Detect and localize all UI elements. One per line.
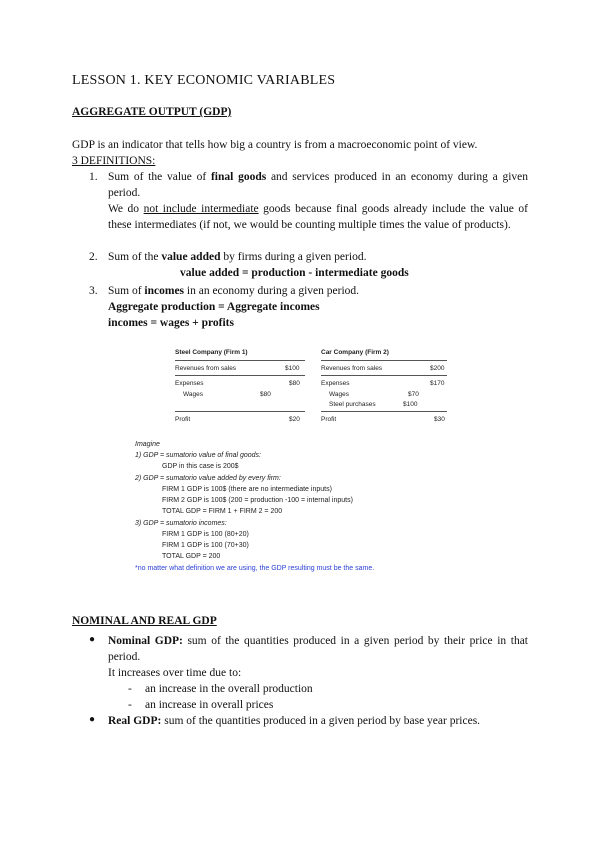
note-def1-a: GDP in this case is 200$ xyxy=(162,463,239,470)
def2-text: Sum of the value added by firms during a given period. xyxy=(108,251,367,263)
firm2-rule-2 xyxy=(321,375,447,376)
dash-icon: - xyxy=(128,683,132,695)
note-def3-c: TOTAL GDP = 200 xyxy=(162,553,221,560)
firm1-profit: $20 xyxy=(289,416,300,423)
note-def2-c: TOTAL GDP = FIRM 1 + FIRM 2 = 200 xyxy=(162,508,283,515)
def3-number: 3. xyxy=(89,285,98,297)
firm1-revenues-label: Revenues from sales xyxy=(175,365,237,372)
firm1-expenses-label: Expenses xyxy=(175,380,204,387)
firm1-header-rule xyxy=(175,360,305,361)
note-def3: 3) GDP = sumatorio incomes: xyxy=(135,520,227,527)
definitions-label: 3 DEFINITIONS: xyxy=(72,155,156,167)
firm-accounts-table xyxy=(175,349,450,429)
firm1-rule-2 xyxy=(175,375,305,376)
firm2-header-rule xyxy=(321,360,447,361)
firm1-revenues: $100 xyxy=(285,365,300,372)
note-def1: 1) GDP = sumatorio value of final goods: xyxy=(135,452,261,459)
def1-note: We do not include intermediate goods because final goods already include the value of these intermediates (if not, we would be counting multiple times the value of products). xyxy=(108,203,528,231)
firm2-header: Car Company (Firm 2) xyxy=(321,349,389,356)
def3-text: Sum of incomes in an economy during a given period. xyxy=(108,285,360,297)
firm2-steel: $100 xyxy=(403,401,418,408)
bullet-icon: ● xyxy=(89,714,96,725)
firm2-expenses: $170 xyxy=(430,380,445,387)
firm2-revenues: $200 xyxy=(430,365,445,372)
gdp-intro: GDP is an indicator that tells how big a country is from a macroeconomic point of view. xyxy=(72,139,478,151)
firm2-steel-label: Steel purchases xyxy=(329,401,376,408)
increases-label: It increases over time due to: xyxy=(108,667,242,679)
firm1-wages: $80 xyxy=(260,391,271,398)
firm2-expenses-label: Expenses xyxy=(321,380,350,387)
value-added-formula: value added = production - intermediate goods xyxy=(180,267,409,279)
firm2-rule-3 xyxy=(321,411,447,412)
note-def2-b: FIRM 2 GDP is 100$ (200 = production -100 = internal inputs) xyxy=(162,497,353,504)
dash-icon: - xyxy=(128,699,132,711)
note-imagine: Imagine xyxy=(135,441,160,448)
section-heading-nominal-real: NOMINAL AND REAL GDP xyxy=(72,615,217,627)
note-conclusion: *no matter what definition we are using, the GDP resulting must be the same. xyxy=(135,565,375,572)
increase-reason-prices: an increase in overall prices xyxy=(145,699,274,711)
incomes-formula: incomes = wages + profits xyxy=(108,317,234,329)
firm2-profit: $30 xyxy=(434,416,445,423)
aggregate-formula: Aggregate production = Aggregate incomes xyxy=(108,301,320,313)
def2-number: 2. xyxy=(89,251,98,263)
firm1-rule-3 xyxy=(175,411,305,412)
firm1-profit-label: Profit xyxy=(175,416,191,423)
note-def3-b: FIRM 1 GDP is 100 (70+30) xyxy=(162,542,249,549)
firm2-revenues-label: Revenues from sales xyxy=(321,365,383,372)
def1-number: 1. xyxy=(89,171,98,183)
nominal-gdp-definition: Nominal GDP: sum of the quantities produced in a given period by their price in that period. xyxy=(108,635,528,663)
firm2-wages-label: Wages xyxy=(329,391,349,398)
firm1-expenses: $80 xyxy=(289,380,300,387)
firm2-wages: $70 xyxy=(408,391,419,398)
firm1-wages-label: Wages xyxy=(183,391,203,398)
page-title: LESSON 1. KEY ECONOMIC VARIABLES xyxy=(72,73,336,88)
def1-text: Sum of the value of final goods and services produced in an economy during a given period. xyxy=(108,171,529,199)
note-def3-a: FIRM 1 GDP is 100 (80+20) xyxy=(162,531,249,538)
bullet-icon: ● xyxy=(89,634,96,645)
real-gdp-definition: Real GDP: sum of the quantities produced in a given period by base year prices. xyxy=(108,715,481,727)
note-def2-a: FIRM 1 GDP is 100$ (there are no intermediate inputs) xyxy=(162,486,332,493)
section-heading-gdp: AGGREGATE OUTPUT (GDP) xyxy=(72,106,232,118)
firm1-header: Steel Company (Firm 1) xyxy=(175,349,248,356)
firm2-profit-label: Profit xyxy=(321,416,337,423)
note-def2: 2) GDP = sumatorio value added by every firm: xyxy=(135,475,281,482)
increase-reason-production: an increase in the overall production xyxy=(145,683,313,695)
